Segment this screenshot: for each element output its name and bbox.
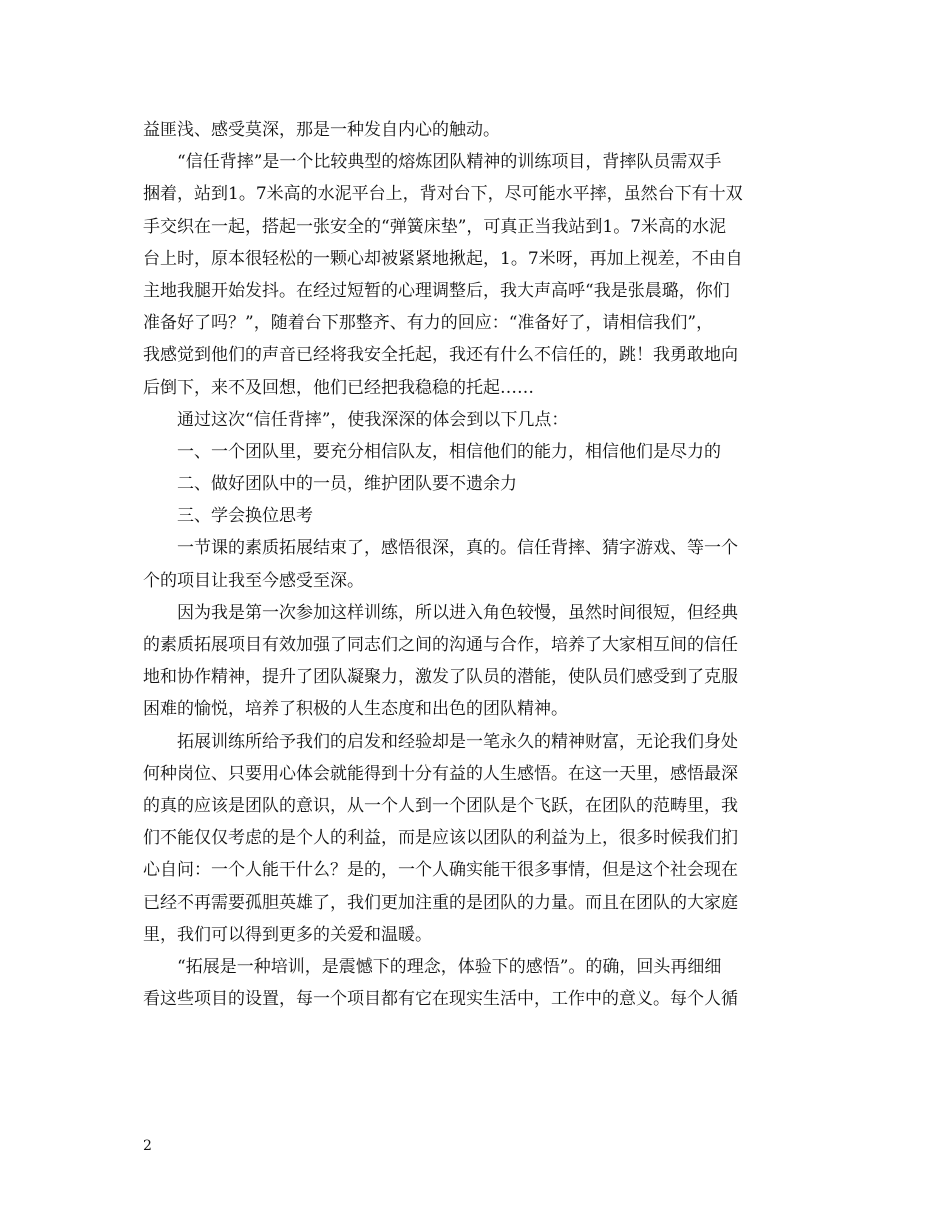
text-line: 通过这次“信任背摔”，使我深深的体会到以下几点： [177, 409, 569, 430]
text-line: 后倒下，来不及回想，他们已经把我稳稳的托起…… [143, 377, 534, 398]
text-line: 一节课的素质拓展结束了，感悟很深，真的。信任背摔、猜字游戏、等一个 [177, 538, 738, 559]
text-line: 的素质拓展项目有效加强了同志们之间的沟通与合作，培养了大家相互间的信任 [143, 635, 738, 655]
text-line: 里，我们可以得到更多的关爱和温暖。 [143, 924, 432, 945]
text-line: 的真的应该是团队的意识，从一个人到一个团队是个飞跃，在团队的范畴里，我 [143, 795, 738, 816]
text-line: 们不能仅仅考虑的是个人的利益，而是应该以团队的利益为上，很多时候我们扪 [143, 828, 738, 849]
text-line: 何种岗位、只要用心体会就能得到十分有益的人生感悟。在这一天里，感悟最深 [143, 763, 738, 784]
text-line: 主地我腿开始发抖。在经过短暂的心理调整后，我大声高呼“我是张晨璐，你们 [143, 280, 730, 301]
text-line: 二、做好团队中的一员，维护团队要不遗余力 [177, 474, 517, 495]
text-line: 拓展训练所给予我们的启发和经验却是一笔永久的精神财富，无论我们身处 [177, 731, 738, 752]
text-line: “信任背摔”是一个比较典型的熔炼团队精神的训练项目，背摔队员需双手 [177, 152, 722, 173]
text-line: 心自问：一个人能干什么？是的，一个人确实能干很多事情，但是这个社会现在 [143, 860, 738, 881]
text-line: 困难的愉悦，培养了积极的人生态度和出色的团队精神。 [143, 699, 568, 720]
text-line: 个的项目让我至今感受至深。 [143, 570, 364, 591]
text-line: 看这些项目的设置，每一个项目都有它在现实生活中，工作中的意义。每个人循 [143, 989, 738, 1010]
text-line: 捆着，站到1。7米高的水泥平台上，背对台下，尽可能水平摔，虽然台下有十双 [143, 184, 743, 205]
text-line: 准备好了吗？”，随着台下那整齐、有力的回应：“准备好了，请相信我们”， [143, 313, 714, 334]
text-line: “拓展是一种培训，是震憾下的理念，体验下的感悟”。的确，回头再细细 [177, 956, 722, 977]
page-number: 2 [143, 1138, 152, 1154]
text-line: 已经不再需要孤胆英雄了，我们更加注重的是团队的力量。而且在团队的大家庭 [143, 892, 738, 913]
text-line: 三、学会换位思考 [177, 506, 313, 527]
document-body [143, 114, 811, 1015]
text-line: 益匪浅、感受莫深，那是一种发自内心的触动。 [143, 120, 500, 140]
text-line: 台上时，原本很轻松的一颗心却被紧紧地揪起，1。7米呀，再加上视差，不由自 [143, 248, 743, 269]
text-line: 一、一个团队里，要充分相信队友，相信他们的能力，相信他们是尽力的 [177, 441, 721, 462]
text-line: 手交织在一起，搭起一张安全的“弹簧床垫”，可真正当我站到1。7米高的水泥 [143, 216, 727, 237]
text-line: 我感觉到他们的声音已经将我安全托起，我还有什么不信任的，跳！我勇敢地向 [143, 345, 738, 366]
text-line: 地和协作精神，提升了团队凝聚力，激发了队员的潜能，使队员们感受到了克服 [143, 667, 738, 688]
text-line: 因为我是第一次参加这样训练，所以进入角色较慢，虽然时间很短，但经典 [177, 602, 738, 623]
